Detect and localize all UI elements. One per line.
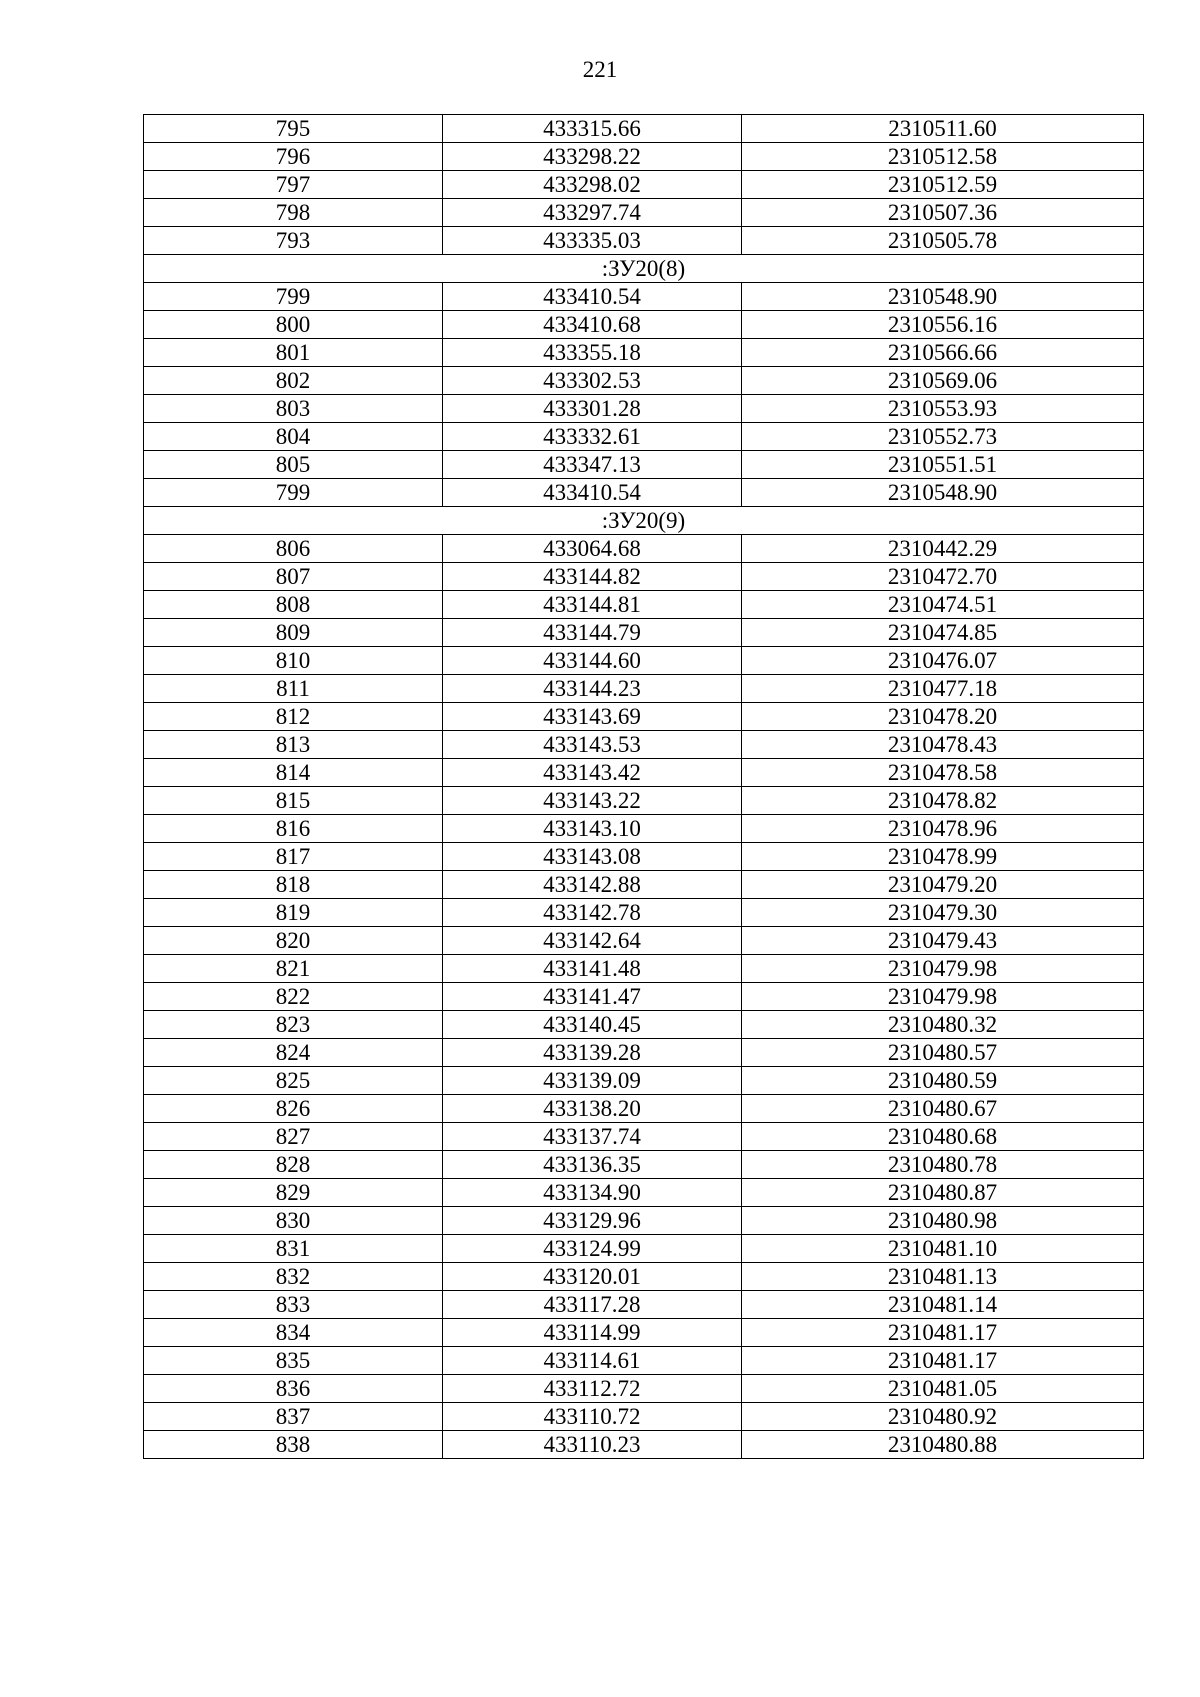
point-number-cell: 823 (144, 1011, 443, 1039)
table-row (144, 199, 1144, 227)
point-number-cell: 799 (144, 479, 443, 507)
table-row (144, 479, 1144, 507)
point-number-cell: 816 (144, 815, 443, 843)
y-coordinate-cell: 2310478.43 (742, 731, 1144, 759)
x-coordinate-cell: 433315.66 (443, 115, 742, 143)
y-coordinate-cell: 2310478.58 (742, 759, 1144, 787)
table-row (144, 871, 1144, 899)
table-row (144, 535, 1144, 563)
table-row (144, 339, 1144, 367)
x-coordinate-cell: 433144.60 (443, 647, 742, 675)
coordinates-table (143, 114, 1144, 1459)
point-number-cell: 829 (144, 1179, 443, 1207)
x-coordinate-cell: 433298.02 (443, 171, 742, 199)
table-row (144, 1151, 1144, 1179)
y-coordinate-cell: 2310481.05 (742, 1375, 1144, 1403)
y-coordinate-cell: 2310480.87 (742, 1179, 1144, 1207)
table-row (144, 395, 1144, 423)
x-coordinate-cell: 433332.61 (443, 423, 742, 451)
table-row (144, 647, 1144, 675)
y-coordinate-cell: 2310480.67 (742, 1095, 1144, 1123)
point-number-cell: 809 (144, 619, 443, 647)
point-number-cell: 820 (144, 927, 443, 955)
point-number-cell: 812 (144, 703, 443, 731)
x-coordinate-cell: 433347.13 (443, 451, 742, 479)
table-row (144, 1095, 1144, 1123)
section-header-row (144, 507, 1144, 535)
point-number-cell: 796 (144, 143, 443, 171)
table-row (144, 367, 1144, 395)
y-coordinate-cell: 2310442.29 (742, 535, 1144, 563)
x-coordinate-cell: 433143.22 (443, 787, 742, 815)
y-coordinate-cell: 2310511.60 (742, 115, 1144, 143)
page-number: 221 (582, 57, 618, 82)
x-coordinate-cell: 433064.68 (443, 535, 742, 563)
table-row (144, 1263, 1144, 1291)
point-number-cell: 830 (144, 1207, 443, 1235)
point-number-cell: 838 (144, 1431, 443, 1459)
table-row (144, 591, 1144, 619)
point-number-cell: 799 (144, 283, 443, 311)
table-row (144, 1375, 1144, 1403)
y-coordinate-cell: 2310478.82 (742, 787, 1144, 815)
point-number-cell: 824 (144, 1039, 443, 1067)
x-coordinate-cell: 433301.28 (443, 395, 742, 423)
point-number-cell: 828 (144, 1151, 443, 1179)
table-row (144, 731, 1144, 759)
section-label: :ЗУ20(8) (144, 255, 1144, 283)
point-number-cell: 797 (144, 171, 443, 199)
y-coordinate-cell: 2310505.78 (742, 227, 1144, 255)
y-coordinate-cell: 2310479.20 (742, 871, 1144, 899)
y-coordinate-cell: 2310480.78 (742, 1151, 1144, 1179)
table-row (144, 983, 1144, 1011)
table-row (144, 927, 1144, 955)
x-coordinate-cell: 433355.18 (443, 339, 742, 367)
table-row (144, 1179, 1144, 1207)
point-number-cell: 811 (144, 675, 443, 703)
y-coordinate-cell: 2310548.90 (742, 283, 1144, 311)
point-number-cell: 798 (144, 199, 443, 227)
section-label: :ЗУ20(9) (144, 507, 1144, 535)
point-number-cell: 815 (144, 787, 443, 815)
point-number-cell: 833 (144, 1291, 443, 1319)
point-number-cell: 837 (144, 1403, 443, 1431)
y-coordinate-cell: 2310479.43 (742, 927, 1144, 955)
x-coordinate-cell: 433143.10 (443, 815, 742, 843)
point-number-cell: 836 (144, 1375, 443, 1403)
x-coordinate-cell: 433137.74 (443, 1123, 742, 1151)
y-coordinate-cell: 2310480.59 (742, 1067, 1144, 1095)
y-coordinate-cell: 2310507.36 (742, 199, 1144, 227)
x-coordinate-cell: 433410.54 (443, 479, 742, 507)
y-coordinate-cell: 2310512.59 (742, 171, 1144, 199)
point-number-cell: 831 (144, 1235, 443, 1263)
x-coordinate-cell: 433139.28 (443, 1039, 742, 1067)
x-coordinate-cell: 433144.79 (443, 619, 742, 647)
table-row (144, 171, 1144, 199)
table-row (144, 619, 1144, 647)
table-row (144, 115, 1144, 143)
y-coordinate-cell: 2310569.06 (742, 367, 1144, 395)
table-row (144, 899, 1144, 927)
y-coordinate-cell: 2310474.85 (742, 619, 1144, 647)
point-number-cell: 817 (144, 843, 443, 871)
point-number-cell: 832 (144, 1263, 443, 1291)
y-coordinate-cell: 2310479.30 (742, 899, 1144, 927)
x-coordinate-cell: 433134.90 (443, 1179, 742, 1207)
table-row (144, 1347, 1144, 1375)
table-row (144, 815, 1144, 843)
y-coordinate-cell: 2310479.98 (742, 955, 1144, 983)
table-row (144, 1319, 1144, 1347)
x-coordinate-cell: 433110.23 (443, 1431, 742, 1459)
table-row (144, 451, 1144, 479)
point-number-cell: 825 (144, 1067, 443, 1095)
y-coordinate-cell: 2310566.66 (742, 339, 1144, 367)
y-coordinate-cell: 2310481.10 (742, 1235, 1144, 1263)
y-coordinate-cell: 2310474.51 (742, 591, 1144, 619)
y-coordinate-cell: 2310478.99 (742, 843, 1144, 871)
point-number-cell: 819 (144, 899, 443, 927)
table-row (144, 1207, 1144, 1235)
point-number-cell: 821 (144, 955, 443, 983)
x-coordinate-cell: 433335.03 (443, 227, 742, 255)
table-row (144, 311, 1144, 339)
x-coordinate-cell: 433144.23 (443, 675, 742, 703)
table-row (144, 1123, 1144, 1151)
y-coordinate-cell: 2310478.96 (742, 815, 1144, 843)
point-number-cell: 795 (144, 115, 443, 143)
x-coordinate-cell: 433138.20 (443, 1095, 742, 1123)
table-row (144, 703, 1144, 731)
x-coordinate-cell: 433142.88 (443, 871, 742, 899)
table-row (144, 1431, 1144, 1459)
table-row (144, 1291, 1144, 1319)
x-coordinate-cell: 433410.54 (443, 283, 742, 311)
table-row (144, 143, 1144, 171)
point-number-cell: 827 (144, 1123, 443, 1151)
point-number-cell: 810 (144, 647, 443, 675)
point-number-cell: 813 (144, 731, 443, 759)
x-coordinate-cell: 433410.68 (443, 311, 742, 339)
point-number-cell: 802 (144, 367, 443, 395)
table-row (144, 423, 1144, 451)
y-coordinate-cell: 2310553.93 (742, 395, 1144, 423)
table-row (144, 563, 1144, 591)
x-coordinate-cell: 433143.08 (443, 843, 742, 871)
y-coordinate-cell: 2310556.16 (742, 311, 1144, 339)
y-coordinate-cell: 2310480.57 (742, 1039, 1144, 1067)
x-coordinate-cell: 433139.09 (443, 1067, 742, 1095)
x-coordinate-cell: 433298.22 (443, 143, 742, 171)
y-coordinate-cell: 2310481.17 (742, 1347, 1144, 1375)
y-coordinate-cell: 2310481.14 (742, 1291, 1144, 1319)
table-row (144, 843, 1144, 871)
point-number-cell: 807 (144, 563, 443, 591)
point-number-cell: 808 (144, 591, 443, 619)
point-number-cell: 826 (144, 1095, 443, 1123)
y-coordinate-cell: 2310472.70 (742, 563, 1144, 591)
y-coordinate-cell: 2310480.92 (742, 1403, 1144, 1431)
x-coordinate-cell: 433120.01 (443, 1263, 742, 1291)
y-coordinate-cell: 2310481.17 (742, 1319, 1144, 1347)
point-number-cell: 793 (144, 227, 443, 255)
x-coordinate-cell: 433143.69 (443, 703, 742, 731)
y-coordinate-cell: 2310481.13 (742, 1263, 1144, 1291)
y-coordinate-cell: 2310512.58 (742, 143, 1144, 171)
x-coordinate-cell: 433140.45 (443, 1011, 742, 1039)
y-coordinate-cell: 2310478.20 (742, 703, 1144, 731)
y-coordinate-cell: 2310480.68 (742, 1123, 1144, 1151)
point-number-cell: 818 (144, 871, 443, 899)
table-row (144, 955, 1144, 983)
x-coordinate-cell: 433129.96 (443, 1207, 742, 1235)
table-row (144, 227, 1144, 255)
x-coordinate-cell: 433144.81 (443, 591, 742, 619)
point-number-cell: 835 (144, 1347, 443, 1375)
table-row (144, 1067, 1144, 1095)
y-coordinate-cell: 2310479.98 (742, 983, 1144, 1011)
x-coordinate-cell: 433112.72 (443, 1375, 742, 1403)
table-row (144, 1039, 1144, 1067)
table-row (144, 675, 1144, 703)
x-coordinate-cell: 433124.99 (443, 1235, 742, 1263)
y-coordinate-cell: 2310480.32 (742, 1011, 1144, 1039)
x-coordinate-cell: 433143.53 (443, 731, 742, 759)
point-number-cell: 800 (144, 311, 443, 339)
table-row (144, 1235, 1144, 1263)
x-coordinate-cell: 433143.42 (443, 759, 742, 787)
table-row (144, 1011, 1144, 1039)
x-coordinate-cell: 433110.72 (443, 1403, 742, 1431)
table-row (144, 283, 1144, 311)
x-coordinate-cell: 433142.78 (443, 899, 742, 927)
point-number-cell: 801 (144, 339, 443, 367)
x-coordinate-cell: 433302.53 (443, 367, 742, 395)
x-coordinate-cell: 433144.82 (443, 563, 742, 591)
table-row (144, 1403, 1144, 1431)
y-coordinate-cell: 2310480.88 (742, 1431, 1144, 1459)
point-number-cell: 803 (144, 395, 443, 423)
y-coordinate-cell: 2310552.73 (742, 423, 1144, 451)
table-row (144, 787, 1144, 815)
x-coordinate-cell: 433297.74 (443, 199, 742, 227)
x-coordinate-cell: 433117.28 (443, 1291, 742, 1319)
table-row (144, 759, 1144, 787)
coordinates-table-body (144, 115, 1144, 1459)
point-number-cell: 822 (144, 983, 443, 1011)
point-number-cell: 805 (144, 451, 443, 479)
y-coordinate-cell: 2310477.18 (742, 675, 1144, 703)
y-coordinate-cell: 2310548.90 (742, 479, 1144, 507)
x-coordinate-cell: 433142.64 (443, 927, 742, 955)
point-number-cell: 806 (144, 535, 443, 563)
y-coordinate-cell: 2310476.07 (742, 647, 1144, 675)
x-coordinate-cell: 433141.47 (443, 983, 742, 1011)
point-number-cell: 814 (144, 759, 443, 787)
x-coordinate-cell: 433141.48 (443, 955, 742, 983)
point-number-cell: 834 (144, 1319, 443, 1347)
point-number-cell: 804 (144, 423, 443, 451)
y-coordinate-cell: 2310480.98 (742, 1207, 1144, 1235)
x-coordinate-cell: 433114.99 (443, 1319, 742, 1347)
x-coordinate-cell: 433114.61 (443, 1347, 742, 1375)
y-coordinate-cell: 2310551.51 (742, 451, 1144, 479)
section-header-row (144, 255, 1144, 283)
x-coordinate-cell: 433136.35 (443, 1151, 742, 1179)
